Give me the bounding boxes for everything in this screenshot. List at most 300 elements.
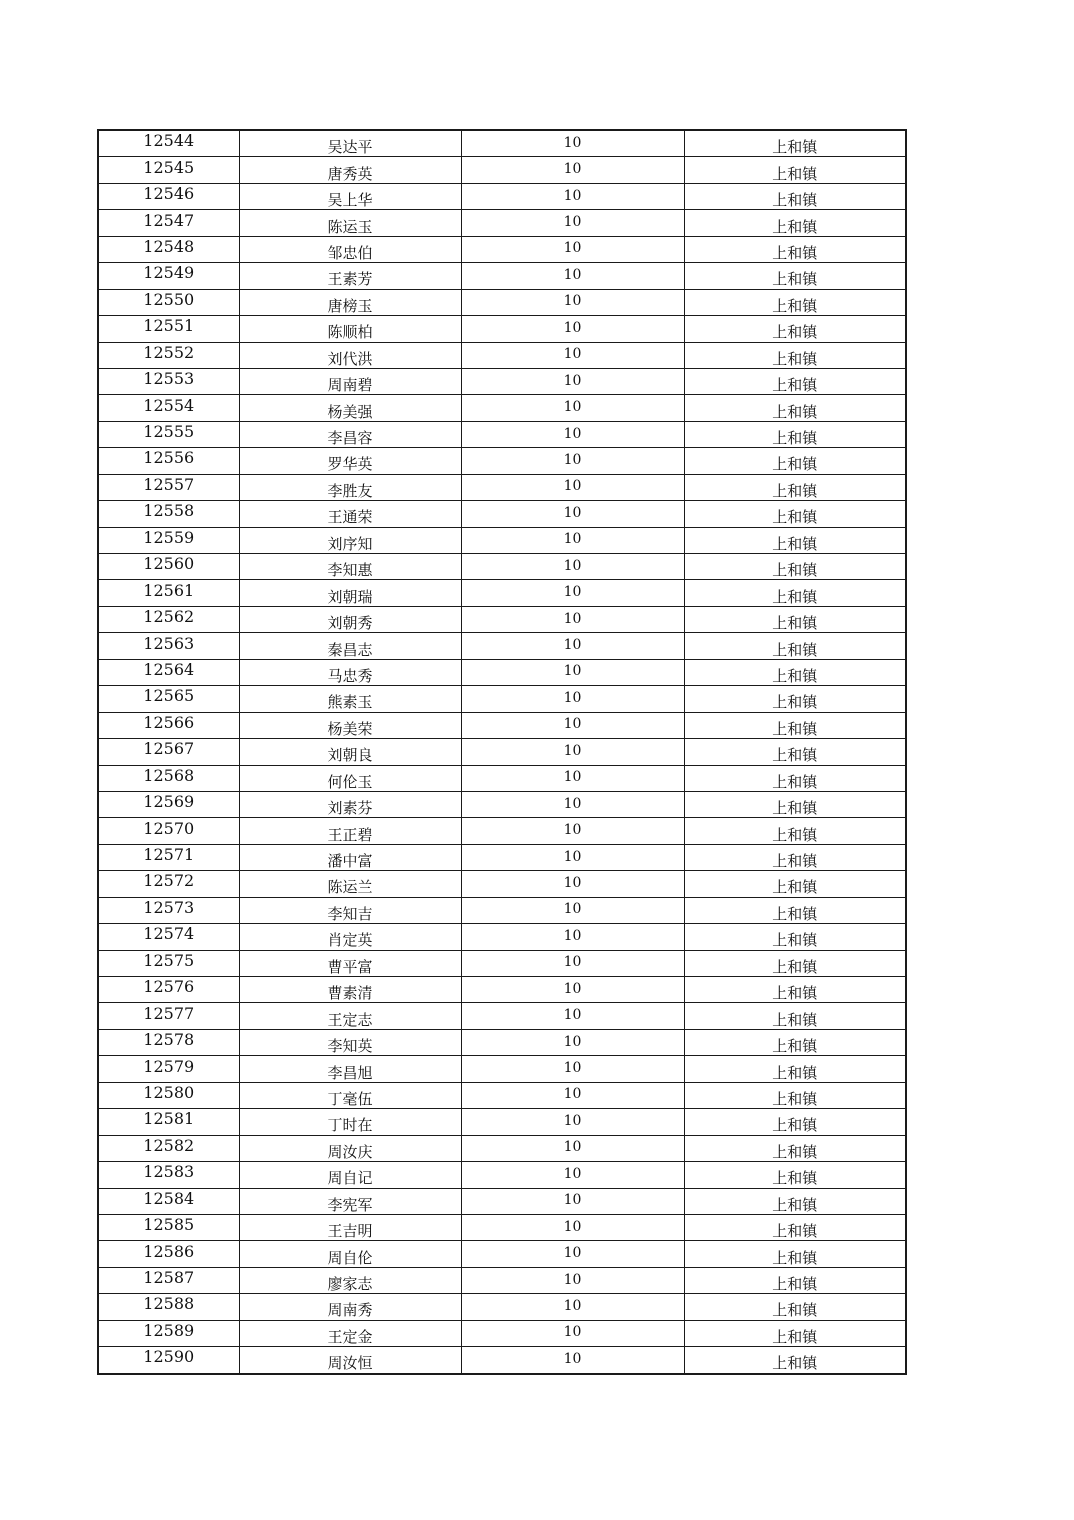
row-name-cell <box>239 474 461 500</box>
row-amount-cell-text: 10 <box>563 161 582 178</box>
row-name-cell <box>239 633 461 659</box>
row-id-cell-text: 12559 <box>143 527 195 547</box>
row-name-cell-text: 吴上华 <box>327 191 373 210</box>
row-id-cell-text: 12571 <box>143 845 195 865</box>
row-name-cell <box>239 659 461 685</box>
row-amount-cell <box>461 791 684 817</box>
table-row <box>98 1267 906 1293</box>
row-id-cell <box>98 474 239 500</box>
row-amount-cell-text: 10 <box>563 1060 582 1077</box>
row-amount-cell-text: 10 <box>563 769 582 786</box>
table-row <box>98 1109 906 1135</box>
row-town-cell-text: 上和镇 <box>772 614 818 633</box>
row-name-cell <box>239 157 461 183</box>
row-town-cell-text: 上和镇 <box>772 323 818 342</box>
row-amount-cell <box>461 924 684 950</box>
row-town-cell-text: 上和镇 <box>772 825 818 844</box>
row-name-cell-text: 陈运兰 <box>327 878 373 897</box>
row-amount-cell-text: 10 <box>563 610 582 627</box>
row-amount-cell-text: 10 <box>563 848 582 865</box>
row-town-cell-text: 上和镇 <box>772 957 818 976</box>
row-amount-cell <box>461 527 684 553</box>
row-town-cell <box>684 1188 906 1214</box>
row-amount-cell-text: 10 <box>563 187 582 204</box>
row-id-cell <box>98 580 239 606</box>
row-name-cell <box>239 421 461 447</box>
row-amount-cell-text: 10 <box>563 795 582 812</box>
row-id-cell-text: 12563 <box>143 633 195 653</box>
row-name-cell <box>239 183 461 209</box>
row-amount-cell <box>461 130 684 157</box>
row-amount-cell <box>461 712 684 738</box>
row-id-cell-text: 12586 <box>143 1241 195 1261</box>
row-amount-cell <box>461 739 684 765</box>
row-id-cell <box>98 1056 239 1082</box>
row-town-cell-text: 上和镇 <box>772 1037 818 1056</box>
row-name-cell-text: 周南碧 <box>327 376 373 395</box>
row-id-cell-text: 12587 <box>143 1268 195 1288</box>
row-id-cell <box>98 395 239 421</box>
row-town-cell <box>684 765 906 791</box>
row-name-cell-text: 李昌容 <box>327 429 373 448</box>
row-town-cell <box>684 395 906 421</box>
row-name-cell-text: 马忠秀 <box>327 666 373 685</box>
row-town-cell <box>684 183 906 209</box>
row-name-cell <box>239 950 461 976</box>
row-name-cell <box>239 1029 461 1055</box>
row-town-cell <box>684 950 906 976</box>
row-id-cell-text: 12558 <box>143 501 195 521</box>
row-id-cell <box>98 554 239 580</box>
row-town-cell-text: 上和镇 <box>772 243 818 262</box>
row-amount-cell <box>461 1162 684 1188</box>
row-id-cell <box>98 844 239 870</box>
row-name-cell <box>239 1320 461 1346</box>
row-town-cell-text: 上和镇 <box>772 587 818 606</box>
table-row <box>98 739 906 765</box>
row-town-cell-text: 上和镇 <box>772 878 818 897</box>
row-name-cell-text: 周自伦 <box>327 1248 373 1267</box>
table-row <box>98 183 906 209</box>
row-amount-cell-text: 10 <box>563 1218 582 1235</box>
row-amount-cell <box>461 1241 684 1267</box>
row-name-cell <box>239 871 461 897</box>
row-amount-cell <box>461 368 684 394</box>
row-name-cell-text: 王吉明 <box>327 1222 373 1241</box>
row-amount-cell <box>461 686 684 712</box>
row-town-cell-text: 上和镇 <box>772 164 818 183</box>
row-name-cell-text: 李知吉 <box>327 904 373 923</box>
row-amount-cell <box>461 844 684 870</box>
row-id-cell-text: 12560 <box>143 554 195 574</box>
row-town-cell <box>684 421 906 447</box>
row-name-cell-text: 王定金 <box>327 1327 373 1346</box>
row-name-cell <box>239 554 461 580</box>
table-row <box>98 554 906 580</box>
row-id-cell <box>98 263 239 289</box>
table-row <box>98 1188 906 1214</box>
row-id-cell <box>98 157 239 183</box>
row-name-cell-text: 李宪军 <box>327 1195 373 1214</box>
row-town-cell-text: 上和镇 <box>772 217 818 236</box>
row-name-cell-text: 何伦玉 <box>327 772 373 791</box>
row-name-cell <box>239 368 461 394</box>
row-town-cell-text: 上和镇 <box>772 402 818 421</box>
row-id-cell <box>98 501 239 527</box>
row-town-cell-text: 上和镇 <box>772 984 818 1003</box>
table-row <box>98 527 906 553</box>
table-row <box>98 1029 906 1055</box>
row-town-cell-text: 上和镇 <box>772 799 818 818</box>
row-id-cell <box>98 606 239 632</box>
row-name-cell <box>239 739 461 765</box>
row-id-cell-text: 12555 <box>143 422 195 442</box>
row-amount-cell-text: 10 <box>563 1086 582 1103</box>
row-town-cell <box>684 1294 906 1320</box>
row-amount-cell-text: 10 <box>563 1007 582 1024</box>
row-amount-cell <box>461 765 684 791</box>
row-amount-cell-text: 10 <box>563 451 582 468</box>
row-id-cell <box>98 368 239 394</box>
table-row <box>98 818 906 844</box>
row-name-cell-text: 丁毫伍 <box>327 1089 373 1108</box>
row-id-cell-text: 12590 <box>143 1347 195 1367</box>
row-name-cell-text: 唐榜玉 <box>327 296 373 315</box>
row-town-cell-text: 上和镇 <box>772 429 818 448</box>
row-name-cell <box>239 818 461 844</box>
row-amount-cell <box>461 1347 684 1374</box>
row-amount-cell <box>461 897 684 923</box>
row-town-cell-text: 上和镇 <box>772 270 818 289</box>
row-id-cell <box>98 739 239 765</box>
row-name-cell-text: 杨美强 <box>327 402 373 421</box>
row-id-cell-text: 12562 <box>143 607 195 627</box>
row-name-cell-text: 王定志 <box>327 1010 373 1029</box>
row-amount-cell-text: 10 <box>563 1271 582 1288</box>
table-row <box>98 210 906 236</box>
row-id-cell <box>98 871 239 897</box>
row-name-cell-text: 曹素清 <box>327 984 373 1003</box>
row-amount-cell <box>461 1135 684 1161</box>
table-row <box>98 977 906 1003</box>
row-name-cell-text: 肖定英 <box>327 931 373 950</box>
row-town-cell-text: 上和镇 <box>772 138 818 157</box>
row-town-cell <box>684 1082 906 1108</box>
row-id-cell <box>98 977 239 1003</box>
row-name-cell <box>239 1109 461 1135</box>
table-row <box>98 633 906 659</box>
row-town-cell-text: 上和镇 <box>772 1248 818 1267</box>
row-amount-cell <box>461 580 684 606</box>
row-name-cell-text: 周南秀 <box>327 1301 373 1320</box>
row-id-cell <box>98 1267 239 1293</box>
row-amount-cell-text: 10 <box>563 531 582 548</box>
row-id-cell <box>98 1320 239 1346</box>
row-id-cell-text: 12588 <box>143 1294 195 1314</box>
row-id-cell <box>98 448 239 474</box>
row-name-cell <box>239 791 461 817</box>
row-name-cell-text: 罗华英 <box>327 455 373 474</box>
row-id-cell <box>98 1003 239 1029</box>
row-town-cell-text: 上和镇 <box>772 561 818 580</box>
row-town-cell <box>684 1162 906 1188</box>
row-town-cell-text: 上和镇 <box>772 1063 818 1082</box>
row-id-cell-text: 12551 <box>143 316 195 336</box>
row-amount-cell-text: 10 <box>563 689 582 706</box>
row-amount-cell-text: 10 <box>563 1033 582 1050</box>
row-amount-cell-text: 10 <box>563 504 582 521</box>
row-name-cell <box>239 712 461 738</box>
table-row <box>98 686 906 712</box>
row-amount-cell <box>461 950 684 976</box>
table-row <box>98 765 906 791</box>
row-id-cell <box>98 950 239 976</box>
row-name-cell <box>239 1082 461 1108</box>
table-row <box>98 580 906 606</box>
row-amount-cell <box>461 1320 684 1346</box>
row-amount-cell-text: 10 <box>563 214 582 231</box>
row-amount-cell <box>461 210 684 236</box>
row-name-cell <box>239 844 461 870</box>
row-town-cell <box>684 924 906 950</box>
row-town-cell-text: 上和镇 <box>772 296 818 315</box>
row-amount-cell <box>461 1214 684 1240</box>
row-amount-cell-text: 10 <box>563 822 582 839</box>
row-id-cell <box>98 316 239 342</box>
row-amount-cell-text: 10 <box>563 637 582 654</box>
row-amount-cell-text: 10 <box>563 1350 582 1367</box>
row-town-cell <box>684 686 906 712</box>
row-amount-cell <box>461 633 684 659</box>
row-id-cell-text: 12553 <box>143 369 195 389</box>
row-town-cell <box>684 791 906 817</box>
row-amount-cell <box>461 1056 684 1082</box>
row-town-cell <box>684 633 906 659</box>
row-id-cell <box>98 183 239 209</box>
row-id-cell <box>98 527 239 553</box>
row-amount-cell <box>461 1082 684 1108</box>
row-amount-cell-text: 10 <box>563 1165 582 1182</box>
table-row <box>98 844 906 870</box>
row-town-cell <box>684 1109 906 1135</box>
row-town-cell <box>684 1347 906 1374</box>
row-town-cell-text: 上和镇 <box>772 191 818 210</box>
row-amount-cell-text: 10 <box>563 1139 582 1156</box>
row-amount-cell-text: 10 <box>563 980 582 997</box>
table-row <box>98 368 906 394</box>
row-amount-cell-text: 10 <box>563 584 582 601</box>
row-id-cell-text: 12584 <box>143 1188 195 1208</box>
row-id-cell-text: 12575 <box>143 950 195 970</box>
row-amount-cell <box>461 1029 684 1055</box>
row-town-cell-text: 上和镇 <box>772 534 818 553</box>
row-name-cell-text: 杨美荣 <box>327 719 373 738</box>
row-name-cell-text: 王通荣 <box>327 508 373 527</box>
row-town-cell <box>684 871 906 897</box>
row-name-cell <box>239 130 461 157</box>
row-town-cell <box>684 1056 906 1082</box>
table-row <box>98 1056 906 1082</box>
table-row <box>98 157 906 183</box>
row-id-cell-text: 12580 <box>143 1082 195 1102</box>
table-row <box>98 659 906 685</box>
row-town-cell-text: 上和镇 <box>772 640 818 659</box>
row-id-cell <box>98 1162 239 1188</box>
table-row <box>98 1162 906 1188</box>
row-amount-cell <box>461 236 684 262</box>
row-id-cell <box>98 1082 239 1108</box>
row-amount-cell <box>461 606 684 632</box>
row-town-cell-text: 上和镇 <box>772 1222 818 1241</box>
row-town-cell-text: 上和镇 <box>772 666 818 685</box>
row-name-cell-text: 刘朝秀 <box>327 614 373 633</box>
row-id-cell <box>98 1109 239 1135</box>
row-name-cell-text: 曹平富 <box>327 957 373 976</box>
row-id-cell-text: 12557 <box>143 474 195 494</box>
row-amount-cell-text: 10 <box>563 319 582 336</box>
row-amount-cell-text: 10 <box>563 874 582 891</box>
row-name-cell-text: 王正碧 <box>327 825 373 844</box>
table-row <box>98 395 906 421</box>
row-amount-cell-text: 10 <box>563 346 582 363</box>
row-name-cell-text: 刘序知 <box>327 534 373 553</box>
row-town-cell <box>684 501 906 527</box>
row-name-cell-text: 廖家志 <box>327 1275 373 1294</box>
row-amount-cell <box>461 1267 684 1293</box>
row-id-cell-text: 12577 <box>143 1003 195 1023</box>
row-amount-cell-text: 10 <box>563 742 582 759</box>
table-row <box>98 1320 906 1346</box>
row-name-cell <box>239 289 461 315</box>
row-id-cell-text: 12544 <box>143 131 195 151</box>
row-id-cell-text: 12578 <box>143 1030 195 1050</box>
row-amount-cell <box>461 1294 684 1320</box>
table-row <box>98 1003 906 1029</box>
row-town-cell-text: 上和镇 <box>772 1116 818 1135</box>
row-name-cell-text: 邹忠伯 <box>327 243 373 262</box>
row-id-cell <box>98 818 239 844</box>
row-amount-cell-text: 10 <box>563 134 582 151</box>
row-id-cell <box>98 1188 239 1214</box>
row-id-cell <box>98 1241 239 1267</box>
row-town-cell-text: 上和镇 <box>772 376 818 395</box>
row-name-cell-text: 潘中富 <box>327 852 373 871</box>
row-amount-cell <box>461 554 684 580</box>
row-amount-cell-text: 10 <box>563 1112 582 1129</box>
row-id-cell <box>98 791 239 817</box>
row-amount-cell-text: 10 <box>563 266 582 283</box>
row-id-cell <box>98 236 239 262</box>
row-town-cell <box>684 580 906 606</box>
row-town-cell <box>684 527 906 553</box>
row-name-cell <box>239 263 461 289</box>
row-town-cell <box>684 368 906 394</box>
table-row <box>98 236 906 262</box>
row-name-cell-text: 秦昌志 <box>327 640 373 659</box>
row-id-cell-text: 12547 <box>143 210 195 230</box>
row-town-cell-text: 上和镇 <box>772 1169 818 1188</box>
row-id-cell-text: 12581 <box>143 1109 195 1129</box>
row-town-cell <box>684 157 906 183</box>
row-id-cell-text: 12554 <box>143 395 195 415</box>
row-id-cell <box>98 421 239 447</box>
row-name-cell <box>239 897 461 923</box>
row-town-cell <box>684 739 906 765</box>
row-amount-cell-text: 10 <box>563 293 582 310</box>
row-name-cell-text: 刘朝良 <box>327 746 373 765</box>
row-name-cell-text: 周汝庆 <box>327 1142 373 1161</box>
table-row <box>98 1082 906 1108</box>
row-town-cell <box>684 554 906 580</box>
row-name-cell <box>239 316 461 342</box>
row-town-cell <box>684 130 906 157</box>
row-amount-cell <box>461 1003 684 1029</box>
row-id-cell <box>98 210 239 236</box>
row-name-cell-text: 李胜友 <box>327 481 373 500</box>
row-amount-cell <box>461 1188 684 1214</box>
row-town-cell <box>684 1029 906 1055</box>
row-name-cell <box>239 977 461 1003</box>
row-amount-cell <box>461 977 684 1003</box>
row-amount-cell <box>461 289 684 315</box>
row-name-cell-text: 王素芳 <box>327 270 373 289</box>
table-row <box>98 1135 906 1161</box>
row-name-cell <box>239 1162 461 1188</box>
row-amount-cell <box>461 474 684 500</box>
table-row <box>98 474 906 500</box>
row-town-cell-text: 上和镇 <box>772 1010 818 1029</box>
row-town-cell <box>684 1320 906 1346</box>
table-row <box>98 950 906 976</box>
row-id-cell <box>98 1029 239 1055</box>
row-amount-cell <box>461 183 684 209</box>
row-name-cell <box>239 924 461 950</box>
row-amount-cell <box>461 659 684 685</box>
row-name-cell-text: 陈运玉 <box>327 217 373 236</box>
row-name-cell-text: 周自记 <box>327 1169 373 1188</box>
row-amount-cell-text: 10 <box>563 716 582 733</box>
row-name-cell <box>239 606 461 632</box>
row-id-cell-text: 12545 <box>143 157 195 177</box>
row-town-cell-text: 上和镇 <box>772 508 818 527</box>
row-id-cell-text: 12564 <box>143 659 195 679</box>
row-amount-cell <box>461 395 684 421</box>
row-name-cell-text: 唐秀英 <box>327 164 373 183</box>
row-town-cell <box>684 1267 906 1293</box>
table-row <box>98 924 906 950</box>
row-town-cell <box>684 289 906 315</box>
row-id-cell <box>98 659 239 685</box>
row-name-cell <box>239 580 461 606</box>
row-town-cell-text: 上和镇 <box>772 349 818 368</box>
row-id-cell-text: 12566 <box>143 712 195 732</box>
row-amount-cell <box>461 421 684 447</box>
row-amount-cell-text: 10 <box>563 954 582 971</box>
roster-table-body <box>98 130 906 1374</box>
row-id-cell-text: 12576 <box>143 977 195 997</box>
row-name-cell <box>239 1241 461 1267</box>
row-town-cell <box>684 316 906 342</box>
row-town-cell-text: 上和镇 <box>772 931 818 950</box>
table-row <box>98 791 906 817</box>
table-row <box>98 1214 906 1240</box>
roster-table <box>97 129 907 1375</box>
row-id-cell <box>98 342 239 368</box>
row-town-cell <box>684 474 906 500</box>
row-town-cell <box>684 897 906 923</box>
row-amount-cell-text: 10 <box>563 557 582 574</box>
row-amount-cell-text: 10 <box>563 1245 582 1262</box>
